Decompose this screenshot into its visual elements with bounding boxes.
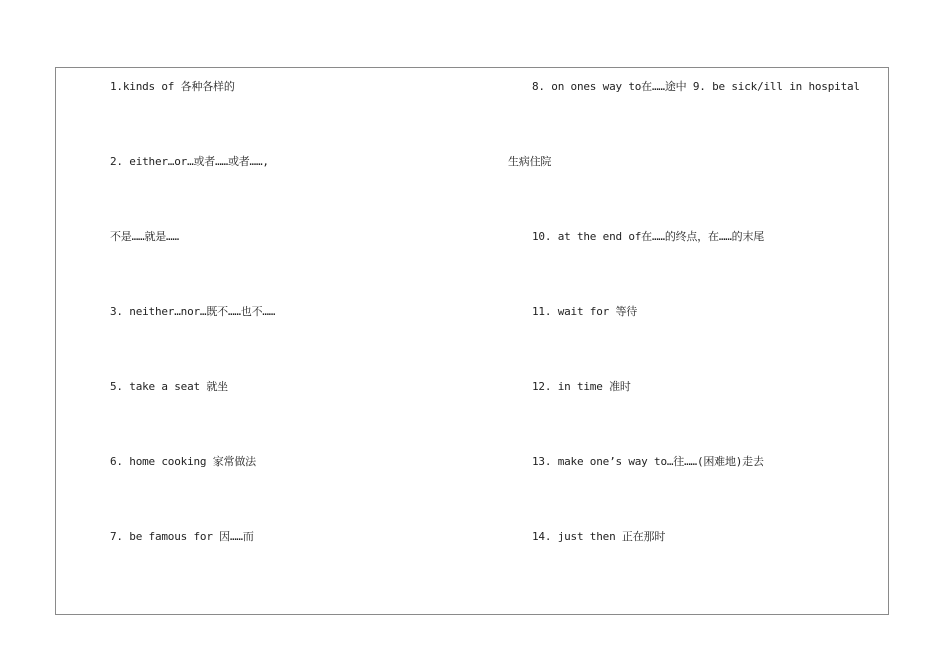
phrase-at-the-end-of: 10. at the end of在……的终点，在……的末尾 (532, 230, 765, 243)
phrase-just-then: 14. just then 正在那时 (532, 530, 666, 543)
phrase-take-a-seat: 5. take a seat 就坐 (110, 380, 228, 393)
phrase-either-or-meaning: 不是……就是…… (110, 230, 179, 243)
phrase-kinds-of: 1.kinds of 各种各样的 (110, 80, 235, 93)
phrase-in-time: 12. in time 准时 (532, 380, 631, 393)
phrase-either-or: 2. either…or…或者……或者……, (110, 155, 269, 168)
phrase-wait-for: 11. wait for 等待 (532, 305, 638, 318)
phrase-be-famous-for: 7. be famous for 因……而 (110, 530, 254, 543)
phrase-sick-in-hospital-meaning: 生病住院 (508, 155, 552, 168)
phrase-on-ones-way-to: 8. on ones way to在……途中 9. be sick/ill in hospital (532, 80, 860, 93)
phrase-make-ones-way-to: 13. make one’s way to…往……(困难地)走去 (532, 455, 764, 468)
phrase-home-cooking: 6. home cooking 家常做法 (110, 455, 256, 468)
phrase-neither-nor: 3. neither…nor…既不……也不…… (110, 305, 276, 318)
